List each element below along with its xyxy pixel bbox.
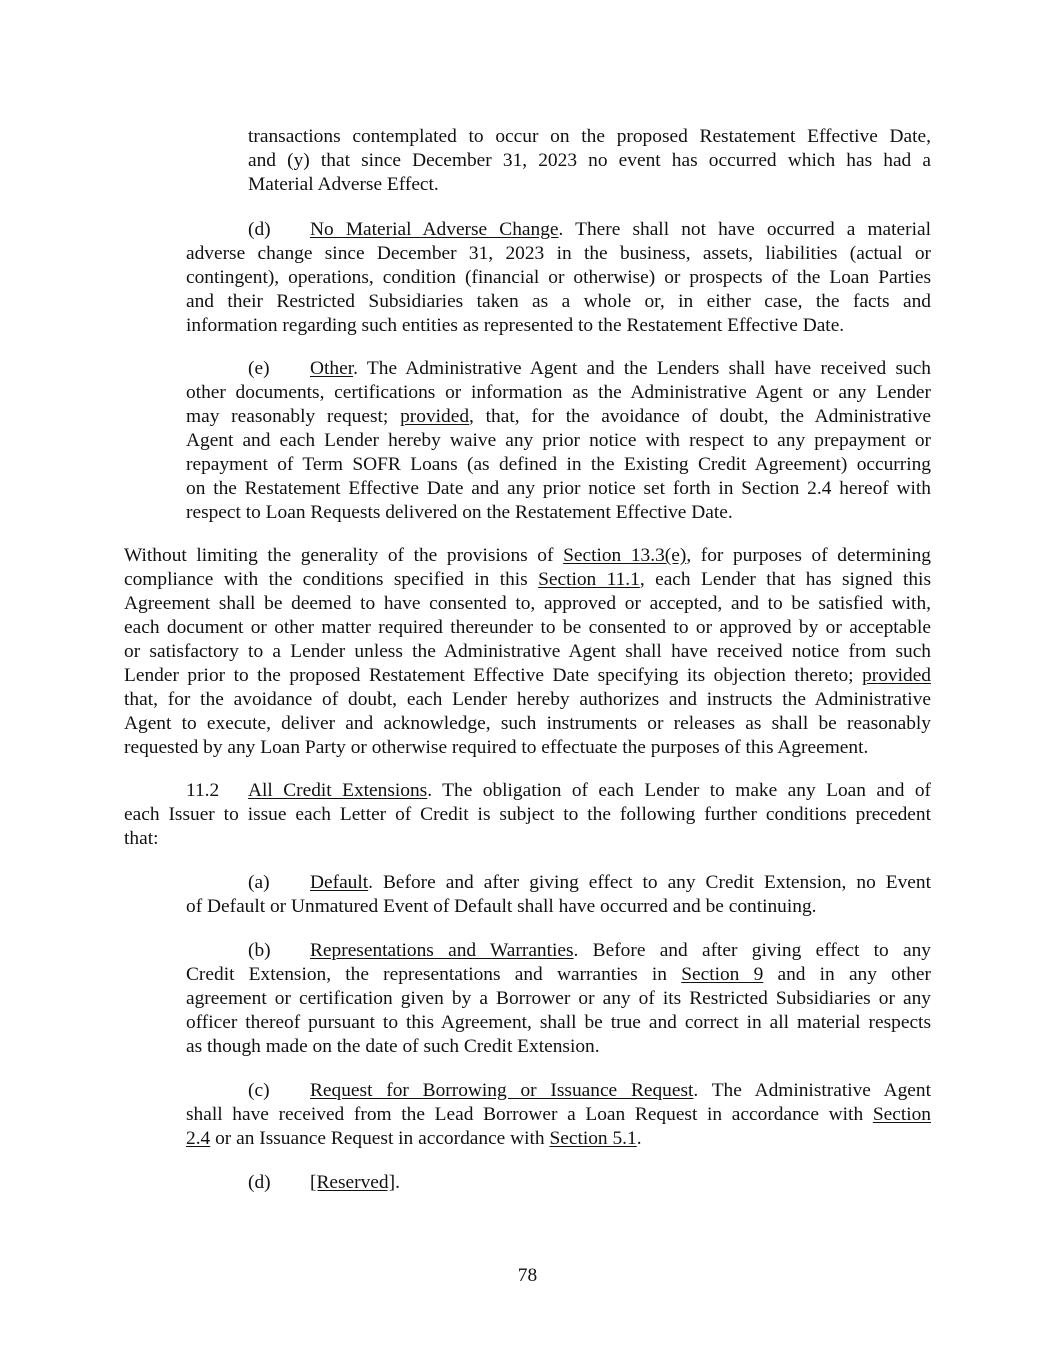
text-run: Without limiting the generality of the provisions of	[124, 545, 564, 566]
item-label: (e)	[248, 358, 270, 379]
paragraph-d-no-material-adverse-change	[186, 218, 931, 338]
paragraph-without-limiting	[124, 544, 931, 760]
text-run: . There shall not have occurred a material	[558, 219, 932, 240]
section-11-2-all-credit-extensions	[124, 779, 931, 851]
text-line: Material Adverse Effect.	[248, 174, 439, 195]
section-reference: Section 13.3(e)	[563, 545, 687, 566]
text-run: . Before and after giving effect to any Credit Extension, no Event	[368, 872, 931, 893]
section-reference: Section 5.1	[549, 1128, 637, 1149]
item-label: (d)	[248, 1172, 271, 1193]
text-run: . Before and after giving effect to any	[573, 940, 931, 961]
text-run: Lender prior to the proposed Restatement Effective Date specifying its objection thereto;	[124, 665, 863, 686]
item-label: (c)	[248, 1080, 270, 1101]
section-reference: 2.4	[186, 1128, 211, 1149]
text-line: that, for the avoidance of doubt, each Lender hereby authorizes and instructs the Administrative	[124, 689, 931, 710]
text-line: and (y) that since December 31, 2023 no event has occurred which has had a	[248, 150, 931, 171]
text-line: or satisfactory to a Lender unless the Administrative Agent shall have received notice from such	[124, 641, 931, 662]
text-line: each document or other matter required thereunder to be consented to or approved by or acceptable	[124, 617, 931, 638]
text-line: and their Restricted Subsidiaries taken as a whole or, in either case, the facts and	[186, 291, 931, 312]
paragraph-e-other	[186, 357, 931, 525]
text-line: other documents, certifications or information as the Administrative Agent or any Lender	[186, 382, 931, 403]
section-reference: Section 9	[681, 964, 764, 985]
text-run: Credit Extension, the representations and warranties in	[186, 964, 682, 985]
text-run: compliance with the conditions specified in this	[124, 569, 539, 590]
text-line: as though made on the date of such Credit Extension.	[186, 1036, 600, 1057]
item-label: (b)	[248, 940, 271, 961]
text-line: Agreement shall be deemed to have consented to, approved or accepted, and to be satisfied with,	[124, 593, 931, 614]
item-heading: Representations and Warranties	[310, 940, 574, 961]
provided-term: provided	[400, 406, 470, 427]
text-line: transactions contemplated to occur on the proposed Restatement Effective Date,	[248, 126, 931, 147]
section-heading: All Credit Extensions	[248, 780, 428, 801]
provided-term: provided	[862, 665, 931, 686]
text-run: or an Issuance Request in accordance with	[210, 1128, 550, 1149]
item-heading: No Material Adverse Change	[310, 219, 559, 240]
paragraph-b-representations-and-warranties	[186, 939, 931, 1059]
text-run: shall have received from the Lead Borrower a Loan Request in accordance with	[186, 1104, 873, 1125]
text-run: . The Administrative Agent and the Lenders shall have received such	[353, 358, 931, 379]
paragraph-c-request-for-borrowing	[186, 1079, 931, 1151]
paragraph-a-default	[186, 871, 931, 919]
text-run: , that, for the avoidance of doubt, the Administrative	[469, 406, 931, 427]
text-line: Agent and each Lender hereby waive any prior notice with respect to any prepayment or	[186, 430, 931, 451]
text-line: Agent to execute, deliver and acknowledge, such instruments or releases as shall be reasonably	[124, 713, 931, 734]
item-heading: Default	[310, 872, 369, 893]
section-number: 11.2	[186, 780, 220, 801]
item-label: (d)	[248, 219, 271, 240]
text-line: information regarding such entities as represented to the Restatement Effective Date.	[186, 315, 845, 336]
item-label: (a)	[248, 872, 270, 893]
text-line: that:	[124, 828, 159, 849]
text-line: requested by any Loan Party or otherwise required to effectuate the purposes of this Agreement.	[124, 737, 869, 758]
text-line: agreement or certification given by a Borrower or any of its Restricted Subsidiaries or any	[186, 988, 931, 1009]
text-run: , each Lender that has signed this	[639, 569, 931, 590]
text-line: contingent), operations, condition (financial or otherwise) or prospects of the Loan Parties	[186, 267, 931, 288]
text-run: and in any other	[763, 964, 931, 985]
item-heading: [Reserved]	[310, 1172, 396, 1193]
text-line: on the Restatement Effective Date and any prior notice set forth in Section 2.4 hereof with	[186, 478, 931, 499]
text-line: of Default or Unmatured Event of Default shall have occurred and be continuing.	[186, 896, 817, 917]
text-line: adverse change since December 31, 2023 in the business, assets, liabilities (actual or	[186, 243, 931, 264]
paragraph-continuation	[248, 125, 931, 197]
text-run: .	[636, 1128, 642, 1149]
page-number: 78	[517, 1265, 538, 1286]
item-heading: Other	[310, 358, 354, 379]
section-reference: Section	[872, 1104, 931, 1125]
text-run: . The obligation of each Lender to make any Loan and of	[427, 780, 931, 801]
text-line: each Issuer to issue each Letter of Credit is subject to the following further conditions precedent	[124, 804, 931, 825]
paragraph-d-reserved	[186, 1171, 931, 1195]
item-heading: Request for Borrowing or Issuance Request	[310, 1080, 694, 1101]
text-line: repayment of Term SOFR Loans (as defined in the Existing Credit Agreement) occurring	[186, 454, 931, 475]
text-run: . The Administrative Agent	[693, 1080, 931, 1101]
text-run: may reasonably request;	[186, 406, 401, 427]
section-reference: Section 11.1	[538, 569, 640, 590]
text-line: officer thereof pursuant to this Agreement, shall be true and correct in all material respects	[186, 1012, 931, 1033]
text-line: respect to Loan Requests delivered on the Restatement Effective Date.	[186, 502, 733, 523]
text-run: , for purposes of determining	[686, 545, 931, 566]
text-run: .	[395, 1172, 400, 1193]
